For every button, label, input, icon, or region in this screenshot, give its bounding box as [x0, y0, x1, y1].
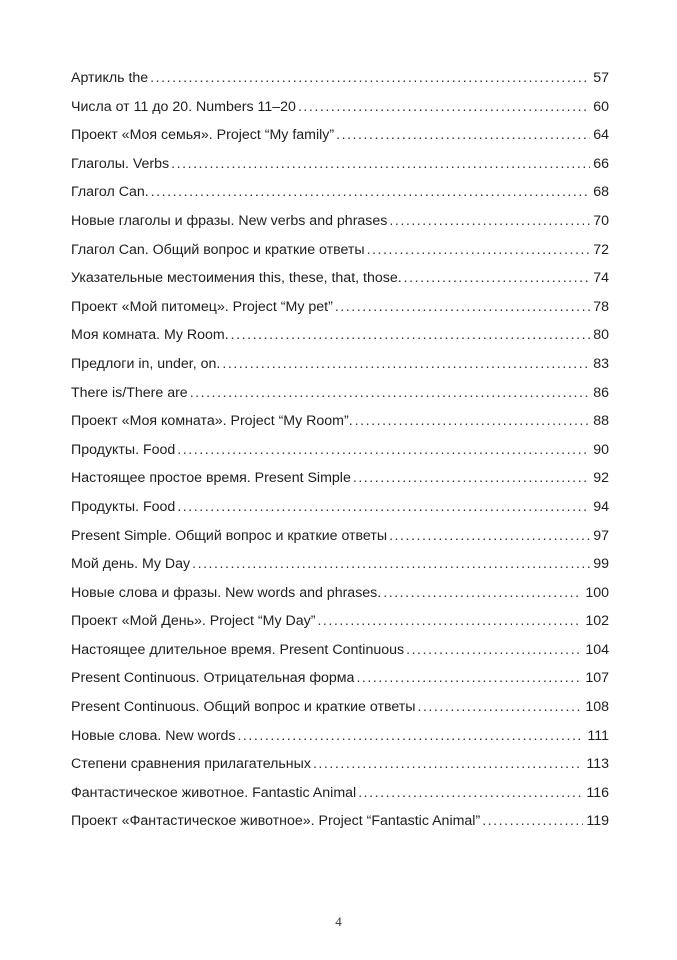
toc-entry: [71, 264, 609, 293]
toc-entry-page: 116: [586, 784, 609, 801]
toc-entry-title: Артикль the: [71, 70, 149, 86]
toc-entry: [71, 93, 609, 122]
toc-entry-page: 83: [593, 355, 609, 372]
toc-entry: [71, 436, 609, 465]
toc-dot-leader: [222, 350, 590, 379]
toc-entry: [71, 493, 609, 522]
toc-entry-page: 74: [593, 270, 609, 287]
toc-dot-leader: [190, 379, 591, 408]
toc-entry-page: 80: [593, 327, 609, 344]
toc-dot-leader: [383, 579, 582, 608]
toc-entry: [71, 664, 609, 693]
toc-entry-page: 97: [593, 527, 609, 544]
toc-dot-leader: [150, 64, 590, 93]
toc-dot-leader: [367, 236, 591, 265]
toc-dot-leader: [298, 93, 590, 122]
toc-entry-page: 70: [593, 212, 609, 229]
toc-entry-title: Глаголы. Verbs: [71, 155, 170, 172]
toc-entry-title: Степени сравнения прилагательных: [71, 756, 311, 773]
toc-entry-title: Моя комната. My Room.: [71, 327, 229, 344]
toc-entry: [71, 150, 609, 179]
toc-entry: [71, 321, 609, 350]
toc-entry-page: 111: [587, 727, 609, 744]
toc-entry: [71, 636, 609, 665]
toc-entry-page: 68: [593, 184, 609, 201]
toc-entry: [71, 207, 609, 236]
toc-entry: [71, 750, 609, 779]
toc-entry-page: 99: [593, 556, 609, 573]
toc-entry: [71, 579, 609, 608]
toc-entry: [71, 807, 609, 836]
toc-entry-page: 86: [593, 384, 609, 401]
toc-entry: [71, 121, 609, 150]
toc-entry-title: There is/There are: [71, 384, 188, 401]
toc-entry-page: 108: [585, 699, 609, 716]
toc-entry-title: Проект «Моя комната». Project “My Room”.: [71, 413, 353, 430]
toc-entry-title: Настоящее простое время. Present Simple: [71, 470, 351, 487]
toc-entry-title: Новые слова и фразы. New words and phrases.: [71, 584, 382, 601]
toc-dot-leader: [171, 150, 590, 179]
toc-entry: [71, 722, 609, 751]
toc-entry-page: 78: [593, 298, 609, 315]
toc-dot-leader: [355, 407, 591, 436]
toc-dot-leader: [417, 693, 582, 722]
toc-entry: [71, 379, 609, 408]
toc-entry-page: 104: [585, 641, 609, 658]
toc-entry-title: Present Simple. Общий вопрос и краткие ответы: [71, 527, 388, 544]
toc-dot-leader: [404, 264, 591, 293]
toc-entry-title: Новые глаголы и фразы. New verbs and phrases: [71, 212, 388, 229]
toc-entry-title: Present Continuous. Общий вопрос и краткие ответы: [71, 699, 416, 716]
toc-dot-leader: [177, 493, 590, 522]
toc-dot-leader: [389, 522, 590, 551]
toc-entry-title: Новые слова. New words: [71, 727, 236, 744]
toc-entry-page: 102: [585, 613, 609, 630]
toc-dot-leader: [389, 207, 590, 236]
toc-dot-leader: [231, 321, 591, 350]
toc-entry: [71, 350, 609, 379]
toc-entry-page: 113: [586, 756, 609, 773]
toc-entry-page: 72: [593, 241, 609, 258]
toc-entry: [71, 236, 609, 265]
toc-dot-leader: [313, 750, 583, 779]
toc-dot-leader: [482, 807, 583, 836]
toc-dot-leader: [358, 779, 583, 808]
toc-entry: [71, 64, 609, 93]
toc-entry-title: Мой день. My Day: [71, 556, 191, 573]
table-of-contents: [71, 64, 609, 836]
toc-dot-leader: [237, 722, 584, 751]
toc-entry: [71, 178, 609, 207]
toc-entry-title: Проект «Моя семья». Project “My family”: [71, 127, 335, 144]
toc-entry-page: 119: [586, 813, 609, 830]
toc-entry-title: Фантастическое животное. Fantastic Animal: [71, 784, 357, 801]
toc-entry-title: Проект «Мой питомец». Project “My pet”: [71, 298, 333, 315]
toc-dot-leader: [177, 436, 590, 465]
toc-entry-page: 66: [593, 155, 609, 172]
toc-entry: [71, 779, 609, 808]
toc-dot-leader: [336, 121, 590, 150]
toc-entry-page: 100: [585, 584, 609, 601]
toc-entry-title: Проект «Мой День». Project “My Day”: [71, 613, 316, 630]
toc-entry-title: Проект «Фантастическое животное». Project “Fantastic Animal”: [71, 813, 481, 830]
toc-entry: [71, 407, 609, 436]
toc-entry-title: Глагол Can.: [71, 184, 149, 201]
toc-entry: [71, 522, 609, 551]
toc-entry-page: 107: [585, 670, 609, 687]
toc-dot-leader: [192, 550, 590, 579]
toc-entry-page: 92: [593, 470, 609, 487]
toc-entry: [71, 550, 609, 579]
toc-entry-title: Предлоги in, under, on.: [71, 355, 221, 372]
toc-entry-page: 90: [593, 441, 609, 458]
toc-dot-leader: [335, 293, 590, 322]
toc-entry: [71, 464, 609, 493]
toc-dot-leader: [353, 464, 590, 493]
toc-entry-title: Указательные местоимения this, these, that, those.: [71, 270, 402, 287]
toc-entry-title: Настоящее длительное время. Present Continuous: [71, 641, 405, 658]
toc-entry-title: Present Continuous. Отрицательная форма: [71, 670, 355, 687]
toc-dot-leader: [317, 607, 582, 636]
toc-entry-title: Продукты. Food: [71, 441, 176, 458]
toc-entry-page: 60: [593, 98, 609, 115]
toc-entry-title: Глагол Can. Общий вопрос и краткие ответы: [71, 241, 365, 258]
toc-entry-title: Продукты. Food: [71, 498, 176, 515]
toc-entry-page: 57: [593, 70, 609, 86]
toc-dot-leader: [356, 664, 582, 693]
toc-entry: [71, 293, 609, 322]
toc-dot-leader: [151, 178, 591, 207]
toc-entry-page: 64: [593, 127, 609, 144]
toc-dot-leader: [406, 636, 582, 665]
toc-entry: [71, 693, 609, 722]
toc-entry: [71, 607, 609, 636]
toc-entry-title: Числа от 11 до 20. Numbers 11–20: [71, 98, 296, 115]
page-number: 4: [335, 914, 342, 929]
toc-entry-page: 94: [593, 498, 609, 515]
toc-entry-page: 88: [593, 413, 609, 430]
